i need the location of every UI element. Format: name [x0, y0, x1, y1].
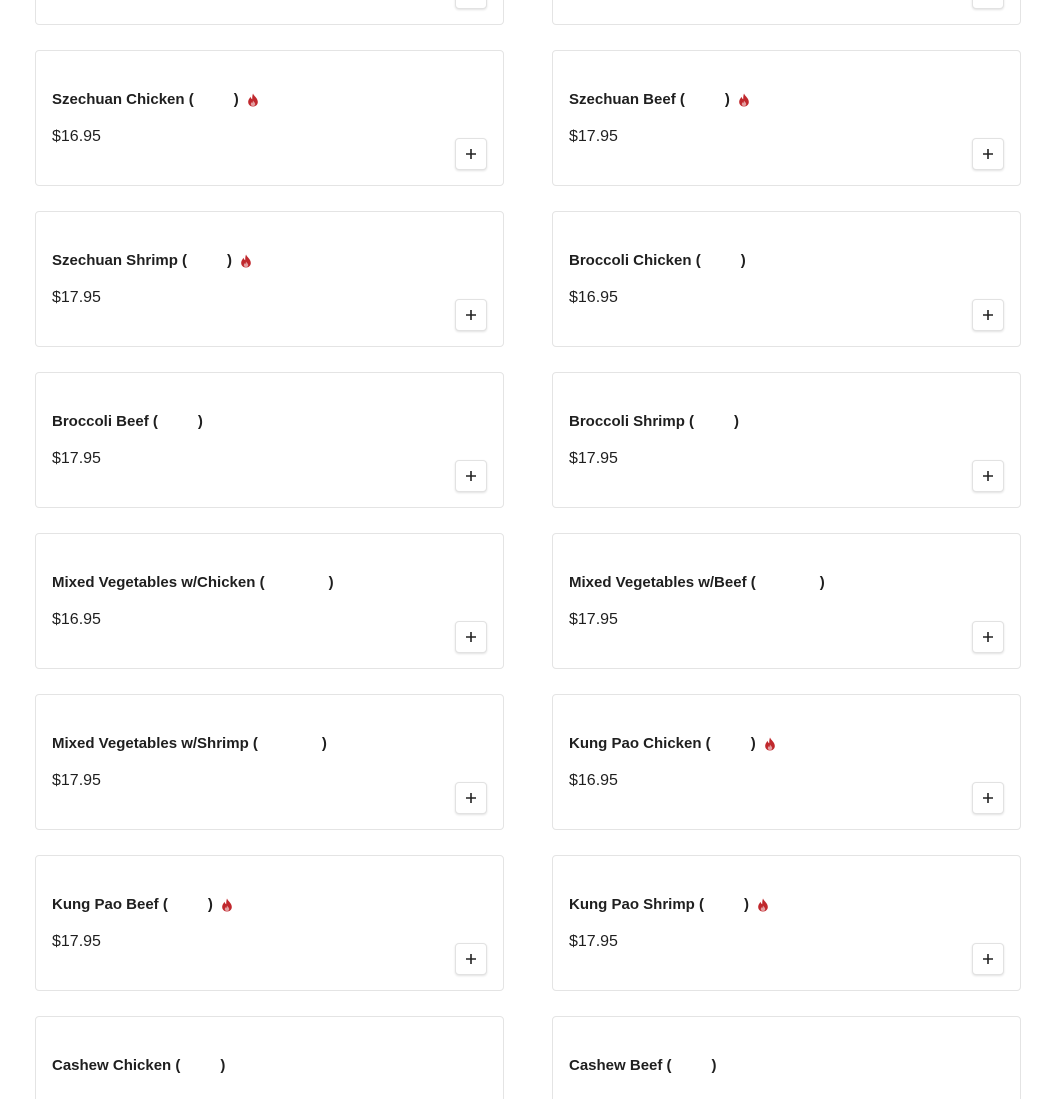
menu-item-name-text: Kung Pao Chicken (	[569, 735, 711, 752]
menu-item-card[interactable]	[35, 372, 504, 508]
menu-item-name	[569, 91, 750, 108]
add-to-cart-button[interactable]	[972, 0, 1004, 9]
plus-icon	[465, 792, 477, 804]
menu-item-name-text: Kung Pao Shrimp (	[569, 896, 704, 913]
menu-item-name-text: Broccoli Chicken (	[569, 252, 701, 269]
menu-item-card[interactable]	[35, 0, 504, 25]
menu-item-name-close: )	[197, 413, 203, 430]
menu-item-price: $17.95	[52, 933, 101, 950]
menu-item-price: $17.95	[52, 450, 101, 467]
flame-icon	[247, 93, 259, 107]
add-to-cart-button[interactable]	[972, 299, 1004, 331]
menu-item-name-close: )	[328, 574, 334, 591]
add-to-cart-button[interactable]	[972, 621, 1004, 653]
menu-item-name	[569, 1057, 717, 1074]
menu-item-name-text: Mixed Vegetables w/Chicken (	[52, 574, 265, 591]
menu-item-name-close: )	[321, 735, 327, 752]
menu-item-price: $16.95	[569, 772, 618, 789]
menu-item-card[interactable]	[35, 211, 504, 347]
plus-icon	[982, 470, 994, 482]
menu-item-name	[569, 252, 746, 269]
menu-item-name-text: Cashew Beef (	[569, 1057, 672, 1074]
menu-item-card[interactable]	[35, 694, 504, 830]
add-to-cart-button[interactable]	[455, 138, 487, 170]
menu-item-card[interactable]	[35, 1016, 504, 1099]
add-to-cart-button[interactable]	[455, 0, 487, 9]
menu-item-name	[52, 735, 327, 752]
flame-icon	[221, 898, 233, 912]
menu-item-price: $17.95	[569, 128, 618, 145]
menu-item-name-text: Szechuan Shrimp (	[52, 252, 188, 269]
plus-icon	[465, 148, 477, 160]
menu-item-card[interactable]	[552, 50, 1021, 186]
menu-item-name-text: Mixed Vegetables w/Shrimp (	[52, 735, 258, 752]
plus-icon	[982, 309, 994, 321]
plus-icon	[982, 148, 994, 160]
menu-item-price: $17.95	[569, 450, 618, 467]
menu-item-card[interactable]	[552, 694, 1021, 830]
plus-icon	[982, 792, 994, 804]
menu-item-name-close: )	[744, 896, 749, 913]
menu-item-card[interactable]	[552, 211, 1021, 347]
add-to-cart-button[interactable]	[972, 138, 1004, 170]
plus-icon	[982, 631, 994, 643]
menu-item-price: $17.95	[52, 289, 101, 306]
flame-icon	[240, 254, 252, 268]
menu-item-card[interactable]	[552, 372, 1021, 508]
add-to-cart-button[interactable]	[455, 460, 487, 492]
menu-item-card[interactable]	[35, 533, 504, 669]
menu-item-name	[52, 1057, 225, 1074]
menu-item-name-close: )	[750, 735, 756, 752]
menu-item-name	[569, 413, 739, 430]
menu-grid	[35, 0, 1021, 1099]
plus-icon	[465, 470, 477, 482]
menu-item-price: $17.95	[569, 933, 618, 950]
menu-item-price: $17.95	[52, 772, 101, 789]
menu-item-name-text: Broccoli Shrimp (	[569, 413, 695, 430]
menu-item-name-close: )	[233, 91, 239, 108]
menu-item-name	[52, 91, 259, 108]
menu-item-price: $16.95	[569, 289, 618, 306]
menu-item-card[interactable]	[552, 0, 1021, 25]
plus-icon	[465, 631, 477, 643]
plus-icon	[465, 309, 477, 321]
menu-item-name	[52, 896, 233, 913]
add-to-cart-button[interactable]	[972, 943, 1004, 975]
menu-item-name-close: )	[207, 896, 213, 913]
menu-item-name-text: Szechuan Chicken (	[52, 91, 194, 108]
plus-icon	[465, 953, 477, 965]
menu-item-name	[52, 574, 334, 591]
menu-item-name-close: )	[740, 252, 746, 269]
menu-item-name-close: )	[227, 252, 233, 269]
menu-item-name-close: )	[734, 413, 740, 430]
add-to-cart-button[interactable]	[455, 943, 487, 975]
flame-icon	[764, 737, 776, 751]
menu-item-name-close: )	[711, 1057, 717, 1074]
add-to-cart-button[interactable]	[455, 621, 487, 653]
menu-item-card[interactable]	[35, 855, 504, 991]
menu-item-price: $16.95	[52, 611, 101, 628]
menu-item-name	[569, 735, 776, 752]
menu-item-name-close: )	[220, 1057, 226, 1074]
flame-icon	[757, 898, 769, 912]
menu-item-card[interactable]	[552, 533, 1021, 669]
menu-item-name-text: Broccoli Beef (	[52, 413, 158, 430]
menu-item-name	[52, 413, 203, 430]
menu-item-price: $17.95	[569, 611, 618, 628]
flame-icon	[738, 93, 750, 107]
menu-item-name-text: Kung Pao Beef (	[52, 896, 168, 913]
menu-item-name	[52, 252, 252, 269]
menu-item-name-close: )	[819, 574, 825, 591]
menu-item-name	[569, 574, 825, 591]
menu-item-name-text: Cashew Chicken (	[52, 1057, 181, 1074]
menu-item-name-text: Mixed Vegetables w/Beef (	[569, 574, 756, 591]
menu-item-card[interactable]	[552, 855, 1021, 991]
menu-item-price: $16.95	[52, 128, 101, 145]
add-to-cart-button[interactable]	[972, 460, 1004, 492]
menu-item-name-close: )	[724, 91, 730, 108]
plus-icon	[982, 953, 994, 965]
menu-item-card[interactable]	[552, 1016, 1021, 1099]
menu-item-name	[569, 896, 769, 913]
add-to-cart-button[interactable]	[455, 782, 487, 814]
add-to-cart-button[interactable]	[972, 782, 1004, 814]
add-to-cart-button[interactable]	[455, 299, 487, 331]
menu-item-card[interactable]	[35, 50, 504, 186]
menu-item-name-text: Szechuan Beef (	[569, 91, 685, 108]
